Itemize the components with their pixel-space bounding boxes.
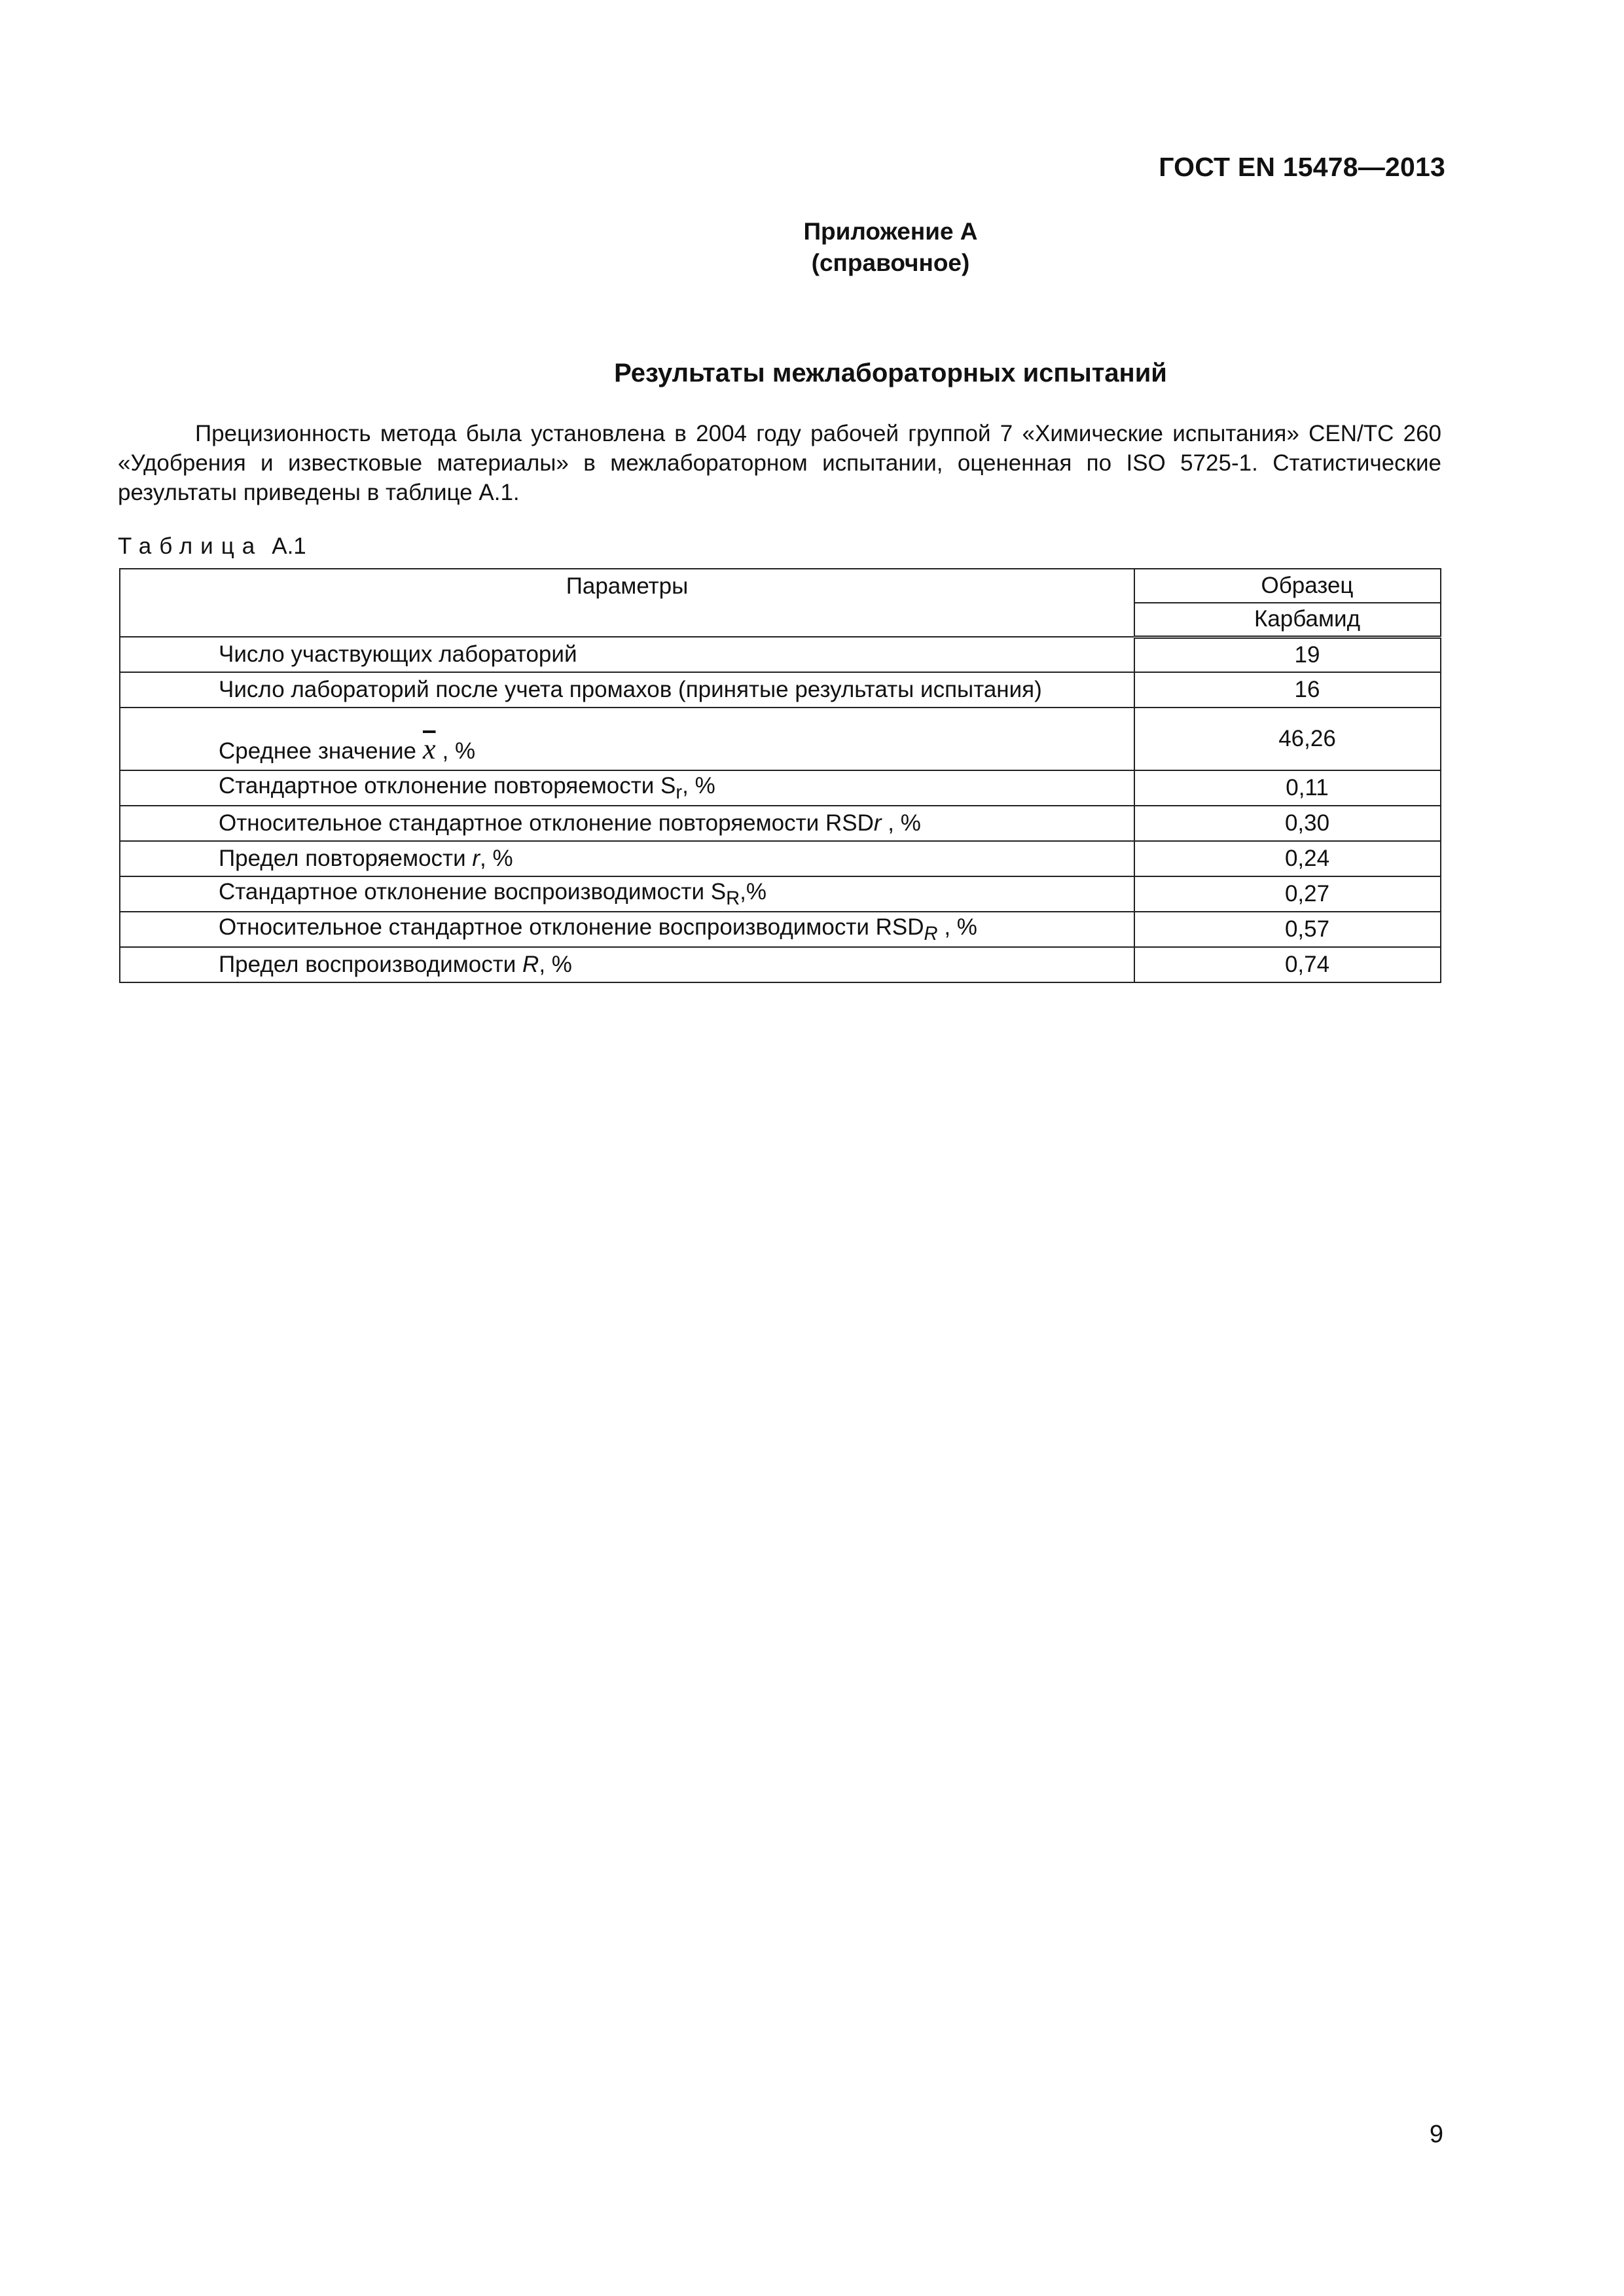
- param-label: Стандартное отклонение повторяемости S: [219, 772, 676, 798]
- mean-symbol: $\overline{x}$: [422, 733, 436, 765]
- param-label: Число лабораторий после учета промахов (принятые результаты испытания): [219, 677, 1042, 702]
- param-label: Относительное стандартное отклонение повторяемости RSD: [219, 810, 874, 836]
- param-label: Число участвующих лабораторий: [219, 641, 577, 667]
- param-cell: [120, 806, 1134, 841]
- param-cell: [120, 637, 1134, 672]
- annex-subtitle: (справочное): [811, 249, 970, 276]
- value-cell: 0,57: [1134, 912, 1441, 947]
- header-parameters: Параметры: [120, 569, 1134, 637]
- table-header-row: [120, 569, 1441, 603]
- param-suffix: , %: [480, 846, 513, 871]
- param-cell: [120, 770, 1134, 806]
- param-cell: [120, 912, 1134, 947]
- param-cell: [120, 876, 1134, 912]
- param-label: Стандартное отклонение воспроизводимости S: [219, 878, 727, 905]
- value-cell: 0,24: [1134, 841, 1441, 876]
- document-code: ГОСТ EN 15478—2013: [1159, 152, 1445, 182]
- param-suffix: , %: [539, 952, 572, 977]
- table-row: [120, 770, 1441, 806]
- param-suffix: , %: [937, 914, 977, 940]
- value-cell: 46,26: [1134, 708, 1441, 770]
- param-label: Предел повторяемости: [219, 846, 473, 871]
- section-title: Результаты межлабораторных испытаний: [614, 359, 1167, 387]
- param-suffix: , %: [682, 772, 715, 798]
- intro-paragraph: Прецизионность метода была установлена в 2004 году рабочей группой 7 «Химические испытания» CEN/TC 260 «Удобрения и известковые материалы» в межлабораторном испытании, оцененная по ISO 5725-1. Статистические результаты приведены в таблице А.1.: [118, 421, 1441, 505]
- value-cell: 0,27: [1134, 876, 1441, 912]
- value-cell: 16: [1134, 672, 1441, 708]
- param-cell: [120, 841, 1134, 876]
- section-title-block: [0, 359, 1624, 388]
- param-suffix: , %: [442, 738, 476, 764]
- table-row: [120, 912, 1441, 947]
- annex-heading: [0, 216, 1624, 279]
- param-subscript: R: [726, 888, 740, 909]
- value-cell: 0,11: [1134, 770, 1441, 806]
- param-label: Предел воспроизводимости: [219, 952, 523, 977]
- param-cell: [120, 672, 1134, 708]
- annex-title: Приложение А: [803, 218, 978, 245]
- table-row: [120, 637, 1441, 672]
- value-cell: 19: [1134, 637, 1441, 672]
- param-cell: [120, 708, 1134, 770]
- table-row: [120, 947, 1441, 982]
- param-symbol: r: [472, 846, 480, 871]
- table-caption: [118, 533, 306, 560]
- results-table: [119, 568, 1441, 983]
- table-row: [120, 672, 1441, 708]
- header-sample: Образец: [1134, 569, 1441, 603]
- table-caption-number: А.1: [272, 533, 306, 559]
- table-caption-word: Таблица: [118, 533, 263, 559]
- param-suffix: ,%: [740, 878, 767, 905]
- table-row: [120, 806, 1441, 841]
- table-row: [120, 876, 1441, 912]
- table-row: [120, 841, 1441, 876]
- param-symbol: r: [873, 810, 882, 836]
- value-cell: 0,74: [1134, 947, 1441, 982]
- header-sample-name: Карбамид: [1134, 603, 1441, 637]
- param-suffix: , %: [881, 810, 921, 836]
- value-cell: 0,30: [1134, 806, 1441, 841]
- param-symbol: R: [522, 952, 539, 977]
- param-cell: [120, 947, 1134, 982]
- param-label: Относительное стандартное отклонение воспроизводимости RSD: [219, 914, 924, 940]
- table-row: [120, 708, 1441, 770]
- param-label: Среднее значение: [219, 738, 416, 764]
- page-number: 9: [1429, 2121, 1443, 2148]
- param-subscript: R: [924, 923, 938, 944]
- param-subscript: r: [676, 781, 683, 803]
